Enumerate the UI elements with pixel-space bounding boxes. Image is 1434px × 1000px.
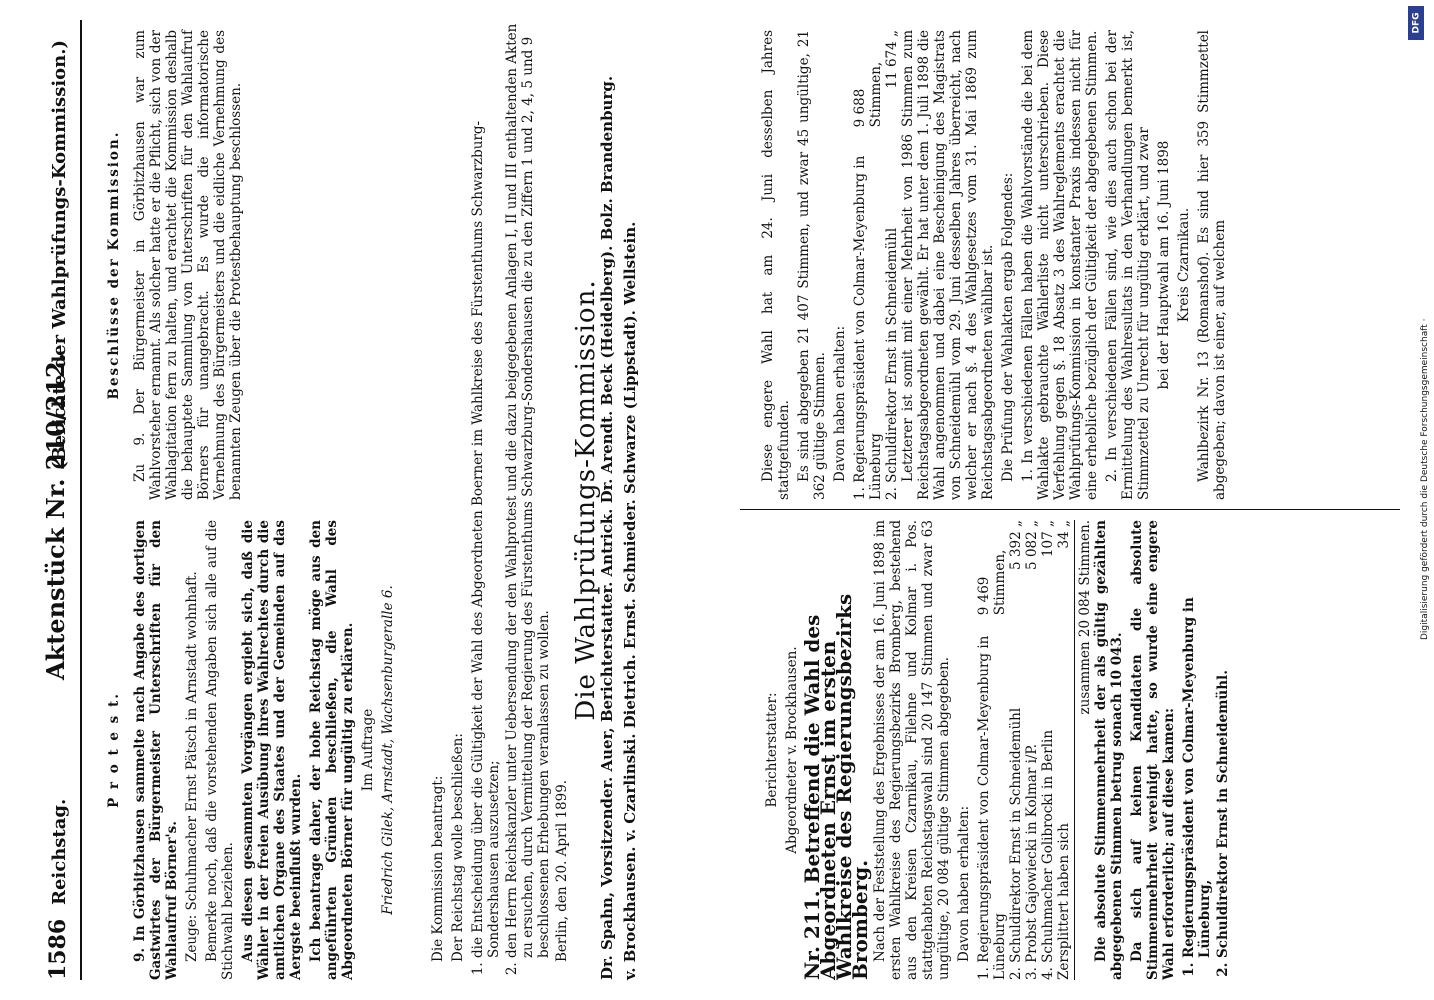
runoff-votes-paragraph: Es sind abgegeben 21 407 Stimmen, und zwar 45 ungültige, 21 362 gültige Stimmen. (796, 30, 828, 500)
received-label: Davon haben erhalten: (956, 805, 972, 962)
members-line-2: v. Brockhausen. v. Czarlinski. Dietrich. Ernst. Schmieder. Schwarze (Lippstadt). Wellstein. (621, 221, 639, 980)
runoff-list (1181, 520, 1231, 980)
election-result-paragraph: Nach der Feststellung des Ergebnisses der am 16. Juni 1898 im ersten Wahlkreise des Regierungsbezirks Bromberg, bestehend aus den Kreisen Czarnikau, Filehne und Kolmar i. Pos. stattgehabten Reichstagswahl sind 20 147 Stimmen und zwar 63 ungültige, 20 084 gültige Stimmen abgegeben. (872, 520, 952, 980)
vote-row: 3. Probst Gajowiecki in Kolmar i/P. 5 082 „ (1024, 520, 1040, 980)
page-number: 1586 (45, 918, 71, 980)
signer-line: Friedrich Gilek, Arnstadt, Wachsenburgeralle 6. (380, 585, 396, 915)
proposal-list (470, 20, 552, 980)
protest-paragraph-9: 9. In Görbitzhausen sammelte nach Angabe des dortigen Gastwirtes der Bürgermeister Unterschriften für den Wahlaufruf Börner's. (132, 520, 180, 980)
proposal-intro: Die Kommission beantragt: (430, 775, 446, 962)
runoff-date-paragraph: Diese engere Wahl hat am 24. Juni desselben Jahres stattgefunden. (760, 30, 792, 500)
item-211-title: Nr. 211. Betreffend die Wahl des Abgeordneten Ernst im ersten Wahlkreise des Regierungsbezirks Bromberg. (800, 593, 872, 980)
vote-row: Zersplittert haben sich 34 „ (1056, 520, 1072, 980)
rapporteur-name: Abgeordneter v. Brockhausen. (784, 646, 800, 854)
vote-table (976, 520, 1093, 980)
runoff-candidate: 1. Regierungspräsident von Colmar-Meyenburg in Lüneburg, (1181, 520, 1213, 958)
finding-2-paragraph: 2. In verschiedenen Fällen sind, wie dies auch schon bei der Ermittelung des Wahlresultats in den Verhandlungen bemerkt ist, Stimmzettel zu Unrecht für ungültig erklärt, und zwar (1104, 30, 1152, 500)
column-nr-211 (760, 520, 1233, 980)
on-behalf-line: Im Auftrage (360, 708, 376, 792)
commission-title: Die Wahlprüfungs-Kommission. (571, 279, 601, 721)
document-number: Aktenstück Nr. 210/212. (41, 352, 70, 680)
section-title: (Berichte der Wahlprüfungs-Kommission.) (49, 39, 70, 470)
vote-total: zusammen 20 084 Stimmen. (1074, 520, 1093, 980)
running-title: Reichstag. (49, 798, 70, 905)
members-line-1: Dr. Spahn, Vorsitzender. Auer, Berichterstatter. Antrick. Dr. Arendt. Beck (Heidelberg). Bolz. Brandenburg. (598, 75, 616, 980)
request-paragraph: Ich beantrage daher, der hohe Reichstag möge aus den angeführten Gründen beschließen, die Wahl des Abgeordneten Börner für ungültig zu erklären. (308, 520, 356, 980)
vote-row: 1. Regierungspräsident von Colmar-Meyenburg in Lüneburg 9 469 Stimmen, (976, 549, 1008, 980)
vote-row: 2. Schuldirektor Ernst in Schneidemühl 5 392 „ (1008, 520, 1024, 980)
remark-paragraph: Bemerke noch, daß die vorstehenden Angaben sich alle auf die Stichwahl beziehen. (204, 520, 236, 980)
elected-paragraph: Letzterer ist somit mit einer Mehrheit von 1986 Stimmen zum Reichstagsabgeordneten gewählt. Er hat unter dem 1. Juli 1898 die Wahl angenommen und dabei eine Bescheinigung des Magistrats von Schneidemühl vom 29. Juni desselben Jahres überreicht, nach welcher er nach §. 4 des Wahlgesetzes vom 31. Mai 1869 zum Reichstagsabgeordneten wählbar ist. (900, 30, 996, 500)
resolutions-heading: Beschlüsse der Kommission. (106, 130, 122, 400)
ward-paragraph: Wahlbezirk Nr. 13 (Romanshof). Es sind hier 359 Stimmzettel abgegeben; davon ist einer, auf welchem (1196, 30, 1228, 500)
dfg-credit (1406, 0, 1428, 1000)
examination-paragraph: Die Prüfung der Wahlakten ergab Folgendes: (1000, 172, 1016, 482)
vote-row: 4. Schuhmacher Golibrocki in Berlin 107 „ (1040, 520, 1056, 980)
page-header (40, 20, 82, 980)
date-line: Berlin, den 20. April 1899. (554, 779, 570, 962)
proposal-item: 1. die Entscheidung über die Gültigkeit der Wahl des Abgeordneten Boerner im Wahlkreise des Fürstenthums Schwarzburg-Sondershausen auszusetzen; (470, 20, 502, 958)
witness-line: Zeuge: Schuhmacher Ernst Pätsch in Arnstadt wohnhaft. (184, 571, 200, 962)
finding-1-paragraph: 1. In verschiedenen Fällen haben die Wahlvorstände die bei dem Wahlakte gebrauchte Wählerliste nicht unterschrieben. Diese Verfehlung gegen §. 18 Absatz 3 des Wahlreglements erachtet die Wahlprüfungs-Kommission in konstanter Praxis indessen nicht für eine erhebliche bezüglich der Gültigkeit der abgegebenen Stimmen. (1020, 30, 1100, 500)
received-label: Davon haben erhalten: (832, 325, 848, 482)
reichstag-resolution: Der Reichstag wolle beschließen: (450, 733, 466, 962)
vote-row: 2. Schuldirektor Ernst in Schneidemühl 11 674 „ (884, 30, 900, 500)
majority-paragraph: Die absolute Stimmenmehrheit der als gültig gezählten abgegebenen Stimmen betrug sonach 10 043. (1093, 520, 1125, 980)
district-line: Kreis Czarnikau. (1176, 207, 1192, 323)
resolution-paragraph-9: Zu 9. Der Bürgermeister in Görbitzhausen war zum Wahlvorsteher ernannt. Als solcher hatte er die Pflicht, sich von der Wahlagitation fern zu halten, und erachtet die Kommission deshalb die behauptete Sammlung von Unterschriften für den Wahlaufruf Börners für unangebracht. Es wurde die informatorische Vernehmung des Bürgermeisters und die eidliche Vernehmung des benannten Zeugen über die Protestbehauptung beschlossen. (132, 30, 244, 500)
column-protest (100, 520, 400, 980)
column-resolutions (100, 30, 248, 500)
main-election-line: bei der Hauptwahl am 16. Juni 1898 (1156, 140, 1172, 390)
dfg-logo: DFG (1408, 6, 1424, 40)
dfg-credit-text: Digitalisierung gefördert durch die Deutsche Forschungsgemeinschaft · (1420, 318, 1430, 640)
protest-heading: P r o t e s t. (106, 692, 122, 808)
rapporteur-label: Berichterstatter: (764, 692, 780, 808)
column-runoff (760, 30, 1232, 500)
commission-proposal (430, 20, 644, 980)
runoff-paragraph: Da sich auf keinen Kandidaten die absolute Stimmenmehrheit vereinigt hatte, so wurde eine engere Wahl erforderlich; auf diese kamen: (1129, 520, 1177, 980)
rotated-page (40, 20, 1410, 980)
vote-row: 1. Regierungspräsident von Colmar-Meyenburg in Lüneburg 9 688 Stimmen, (852, 61, 884, 500)
runoff-candidate: 2. Schuldirektor Ernst in Schneidemühl. (1215, 520, 1231, 958)
summary-paragraph: Aus diesen gesammten Vorgängen ergiebt sich, daß die Wähler in der freien Ausübung ihres Wahlrechtes durch die amtlichen Organe des Staates und der Gemeinden auf das Aergste beeinflußt wurden. (240, 520, 304, 980)
column-divider (740, 509, 1400, 510)
proposal-item: 2. den Herrn Reichskanzler unter Uebersendung der den Wahlprotest und die dazu beigegebenen Anlagen I, II und III enthaltenden Akten zu ersuchen, durch Vermittelung der Regierung des Fürstenthums Schwarzburg-Sondershausen die zu den Ziffern 1 und 2, 4, 5 und 9 beschlossenen Erhebungen veranlassen zu wollen. (504, 20, 552, 958)
